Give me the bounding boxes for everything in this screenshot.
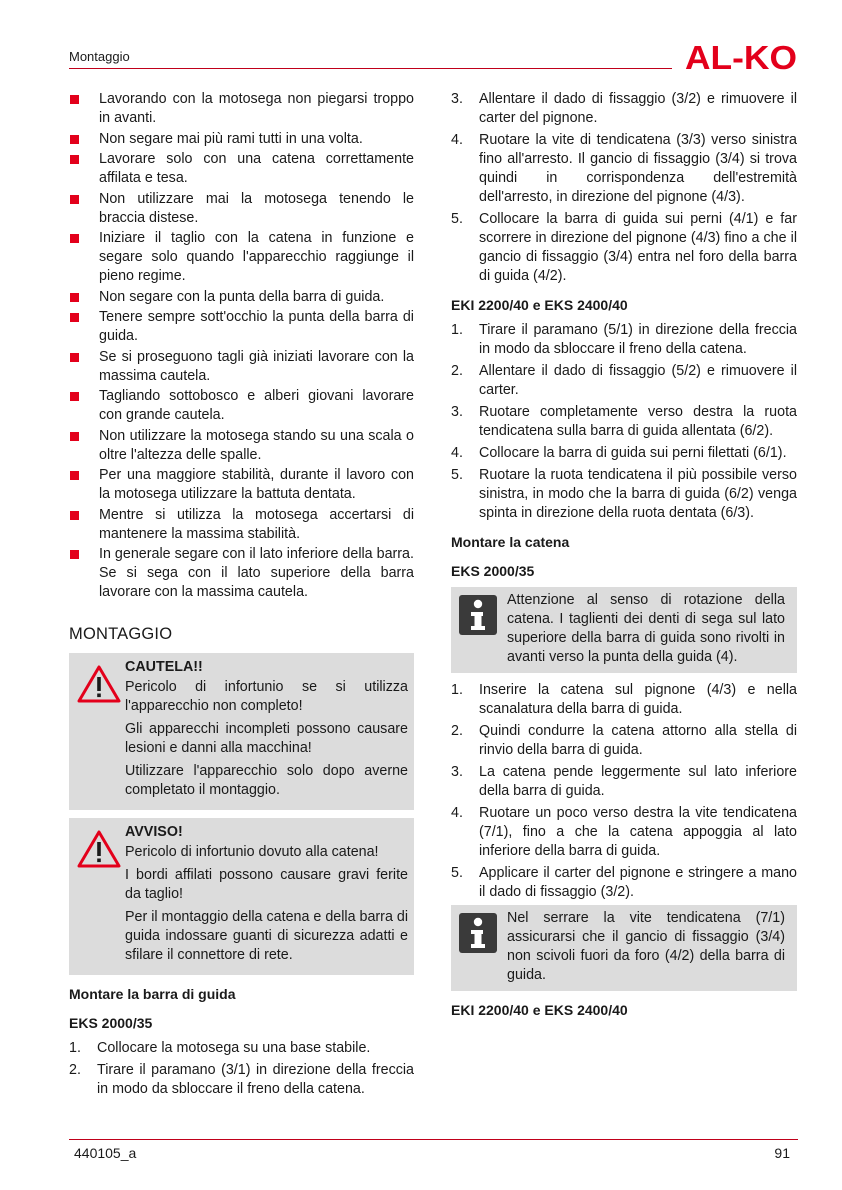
list-item: [451, 131, 797, 207]
step-number: 1.: [451, 682, 463, 698]
list-item: Iniziare il taglio con la catena in funzione e segare solo quando l'apparecchio raggiunge il pieno regime.: [69, 229, 414, 286]
step-text: Collocare la barra di guida sui perni (4/1) e far scorrere in direzione del pignone (4/3) fino a che il gancio di fissaggio (3/4) entra nel foro della barra di guida (4/2).: [479, 211, 797, 284]
list-item: [451, 466, 797, 523]
step-text: Ruotare la vite di tendicatena (3/3) verso sinistra fino all'arresto. Il gancio di fissaggio (3/4) si trova quindi in corrispondenza dell'estremità dell'arresto, in direzione del pignone (4/3).: [479, 132, 797, 205]
step-text: Ruotare la ruota tendicatena il più possibile verso sinistra, in modo che la barra di guida (6/2) venga spinta in direzione della ruota dentata (6/3).: [479, 467, 797, 521]
list-item: [451, 90, 797, 128]
list-item: Non segare mai più rami tutti in una volta.: [69, 130, 414, 149]
step-number: 4.: [451, 132, 463, 148]
step-text: Tirare il paramano (5/1) in direzione della freccia in modo da sbloccare il freno della catena.: [479, 322, 797, 357]
step-number: 2.: [451, 723, 463, 739]
left-column: [69, 90, 414, 1102]
list-item: Per una maggiore stabilità, durante il lavoro con la motosega utilizzare la battuta dentata.: [69, 466, 414, 504]
eki-steps: [451, 321, 797, 523]
step-text: Allentare il dado di fissaggio (5/2) e rimuovere il carter.: [479, 363, 797, 398]
warning-title: AVVISO!: [125, 824, 183, 840]
info-icon: [459, 913, 497, 953]
list-item: Se si proseguono tagli già iniziati lavorare con la massima cautela.: [69, 348, 414, 386]
chain-heading: Montare la catena: [451, 534, 570, 550]
list-item: [451, 864, 797, 902]
caution-text: Gli apparecchi incompleti possono causare lesioni e danni alla macchina!: [125, 721, 408, 756]
list-item: Tenere sempre sott'occhio la punta della barra di guida.: [69, 308, 414, 346]
chain-eks-heading: EKS 2000/35: [451, 563, 535, 579]
eki-heading: EKI 2200/40 e EKS 2400/40: [451, 297, 628, 313]
step-number: 5.: [451, 467, 463, 483]
info-box: [451, 905, 797, 991]
info-text: Nel serrare la vite tendicatena (7/1) assicurarsi che il gancio di fissaggio (3/4) non scivoli fuori da foro (4/2) della barra di guida.: [507, 910, 785, 983]
guide-bar-heading: Montare la barra di guida: [69, 986, 236, 1002]
step-number: 3.: [451, 404, 463, 420]
step-number: 2.: [451, 363, 463, 379]
right-column: [451, 90, 797, 1026]
warning-text: Per il montaggio della catena e della barra di guida indossare guanti di sicurezza adatti e sfilare il connettore di rete.: [125, 909, 408, 963]
list-item: Non utilizzare mai la motosega tenendo le braccia distese.: [69, 190, 414, 228]
chain-eki-heading: EKI 2200/40 e EKS 2400/40: [451, 1002, 628, 1018]
list-item: Non utilizzare la motosega stando su una scala o oltre l'altezza delle spalle.: [69, 427, 414, 465]
chain-steps: [451, 681, 797, 902]
step-text: Inserire la catena sul pignone (4/3) e nella scanalatura della barra di guida.: [479, 682, 797, 717]
step-text: Collocare la motosega su una base stabile.: [97, 1040, 371, 1056]
list-item: Lavorare solo con una catena correttamente affilata e tesa.: [69, 150, 414, 188]
list-item: [451, 321, 797, 359]
list-item: [451, 804, 797, 861]
warning-text: Pericolo di infortunio dovuto alla catena!: [125, 844, 379, 860]
step-number: 3.: [451, 91, 463, 107]
logo-text: AL-KO: [685, 42, 797, 72]
alko-logo: [684, 42, 798, 72]
caution-title: CAUTELA!!: [125, 659, 203, 675]
list-item: [451, 722, 797, 760]
eks2000-heading: EKS 2000/35: [69, 1015, 153, 1031]
info-icon: [459, 595, 497, 635]
step-text: Ruotare completamente verso destra la ruota tendicatena sulla barra di guida allentata (6/2).: [479, 404, 797, 439]
caution-box: [69, 653, 414, 810]
info-box: [451, 587, 797, 673]
section-title-montaggio: MONTAGGIO: [69, 625, 173, 643]
step-text: Quindi condurre la catena attorno alla stella di rinvio della barra di guida.: [479, 723, 797, 758]
list-item: In generale segare con il lato inferiore della barra. Se si sega con il lato superiore della barra lavorare con la massima cautela.: [69, 545, 414, 602]
step-number: 2.: [69, 1062, 81, 1078]
footer-page-number: 91: [774, 1145, 790, 1161]
caution-text: Utilizzare l'apparecchio solo dopo averne completato il montaggio.: [125, 763, 408, 798]
step-text: Collocare la barra di guida sui perni filettati (6/1).: [479, 445, 787, 461]
warning-triangle-icon: [77, 665, 121, 703]
list-item: [451, 444, 797, 463]
list-item: [69, 1061, 414, 1099]
info-text: Attenzione al senso di rotazione della catena. I taglienti dei denti di sega sul lato superiore della barra di guida sono rivolti in avanti verso la punta della guida (4).: [507, 592, 785, 665]
footer-rule: [69, 1139, 798, 1140]
step-number: 4.: [451, 445, 463, 461]
step-number: 5.: [451, 211, 463, 227]
list-item: [69, 1039, 414, 1058]
step-number: 1.: [451, 322, 463, 338]
step-text: Allentare il dado di fissaggio (3/2) e rimuovere il carter del pignone.: [479, 91, 797, 126]
step-text: Tirare il paramano (3/1) in direzione della freccia in modo da sbloccare il freno della catena.: [97, 1062, 414, 1097]
footer-doc-code: 440105_a: [74, 1145, 137, 1161]
list-item: Lavorando con la motosega non piegarsi troppo in avanti.: [69, 90, 414, 128]
step-number: 5.: [451, 865, 463, 881]
list-item: [451, 362, 797, 400]
list-item: Non segare con la punta della barra di guida.: [69, 288, 414, 307]
header-section-label: Montaggio: [69, 49, 130, 64]
header-rule: [69, 68, 672, 69]
step-text: Applicare il carter del pignone e stringere a mano il dado di fissaggio (3/2).: [479, 865, 797, 900]
warning-triangle-icon: [77, 830, 121, 868]
step-number: 3.: [451, 764, 463, 780]
step-number: 4.: [451, 805, 463, 821]
list-item: [451, 210, 797, 286]
step-number: 1.: [69, 1040, 81, 1056]
step-text: Ruotare un poco verso destra la vite tendicatena (7/1), fino a che la catena appoggia al lato inferiore della barra di guida.: [479, 805, 797, 859]
safety-bullet-list: [69, 90, 414, 602]
list-item: Tagliando sottobosco e alberi giovani lavorare con grande cautela.: [69, 387, 414, 425]
list-item: Mentre si utilizza la motosega accertarsi di mantenere la massima stabilità.: [69, 506, 414, 544]
step-text: La catena pende leggermente sul lato inferiore della barra di guida.: [479, 764, 797, 799]
list-item: [451, 681, 797, 719]
warning-text: I bordi affilati possono causare gravi ferite da taglio!: [125, 867, 408, 902]
warning-box: [69, 818, 414, 975]
list-item: [451, 403, 797, 441]
eks2000-steps: [69, 1039, 414, 1099]
eks2000-steps-continued: [451, 90, 797, 286]
list-item: [451, 763, 797, 801]
caution-text: Pericolo di infortunio se si utilizza l'apparecchio non completo!: [125, 679, 408, 714]
